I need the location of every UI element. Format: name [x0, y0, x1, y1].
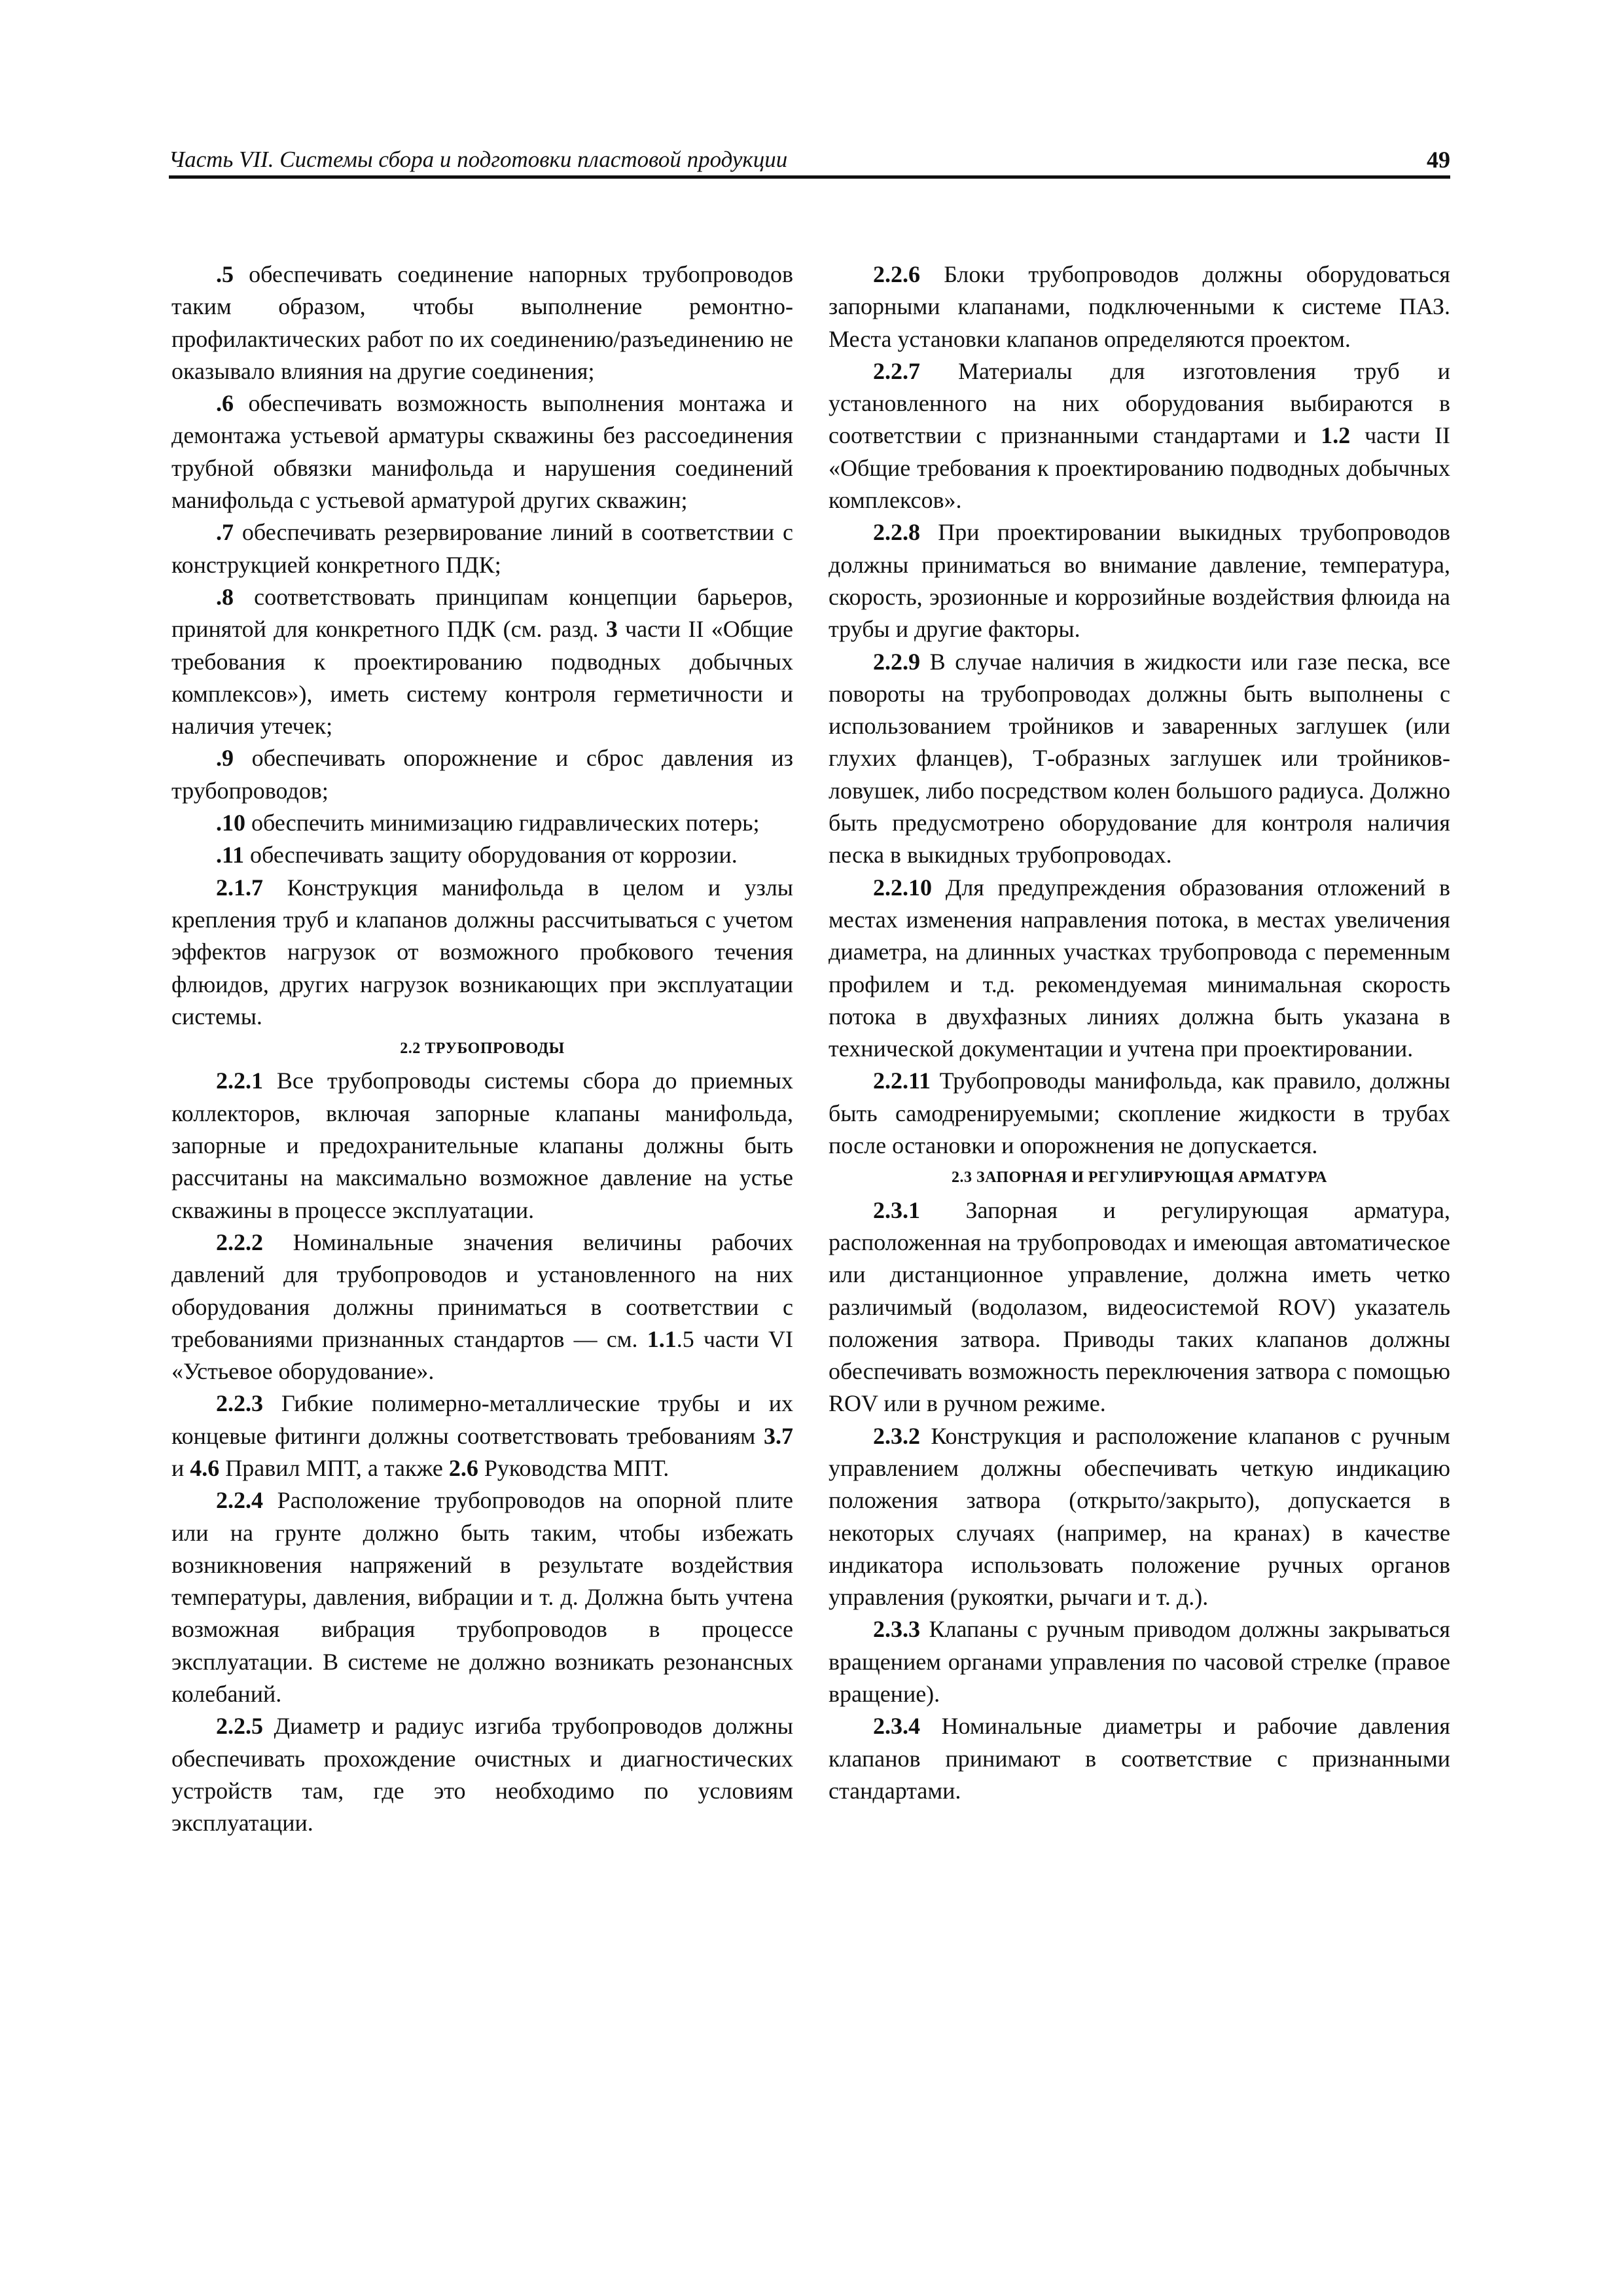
section-heading: 2.2 ТРУБОПРОВОДЫ	[400, 1040, 565, 1058]
item-number: 2.2.4	[216, 1487, 263, 1514]
paragraph: .10 обеспечить минимизацию гидравлических потерь;	[216, 810, 760, 836]
item-number: 2.2.11	[873, 1067, 931, 1094]
paragraph: .6 обеспечивать возможность выполнения монтажа и демонтажа устьевой арматуры скважины без рассоединения трубной обвязки манифольда и нарушения соединений манифольда с устьевой арматурой других скважин;	[171, 390, 793, 514]
item-number: 2.2.9	[873, 648, 920, 675]
item-number: 2.2.10	[873, 874, 932, 901]
item-number: .9	[216, 745, 234, 772]
item-number: 2.3.3	[873, 1616, 920, 1643]
paragraph: 2.2.5 Диаметр и радиус изгиба трубопроводов должны обеспечивать прохождение очистных и диагностических устройств там, где это необходимо по условиям эксплуатации.	[171, 1713, 793, 1837]
paragraph: 2.2.1 Все трубопроводы системы сбора до приемных коллекторов, включая запорные клапаны манифольда, запорные и предохранительные клапаны должны быть рассчитаны на максимально возможное давление на устье скважины в процессе эксплуатации.	[171, 1067, 793, 1223]
page-number: 49	[1427, 147, 1450, 173]
paragraph: 2.2.2 Номинальные значения величины рабочих давлений для трубопроводов и установленного на них оборудования должны приниматься в соответствии с требованиями признанных стандартов — см. 1.1.5 части VI «Устьевое оборудование».	[171, 1229, 793, 1385]
paragraph: .11 обеспечивать защиту оборудования от коррозии.	[216, 842, 738, 869]
item-number: .6	[216, 390, 234, 417]
item-number: 2.2.2	[216, 1229, 263, 1255]
left-column	[171, 259, 793, 1840]
paragraph: 2.2.7 Материалы для изготовления труб и установленного на них оборудования выбираются в соответствии с признанными стандартами и 1.2 части II «Общие требования к проектированию подводных добычных комплексов».	[829, 357, 1450, 514]
section-ref: 3	[605, 616, 618, 643]
item-number: .7	[216, 519, 234, 546]
paragraph: 2.2.11 Трубопроводы манифольда, как правило, должны быть самодренируемыми; скопление жидкости в трубах после остановки и опорожнения не допускается.	[829, 1067, 1450, 1159]
section-ref: 4.6	[190, 1454, 220, 1481]
header-rule	[169, 175, 1450, 179]
running-title: Часть VII. Системы сбора и подготовки пластовой продукции	[169, 147, 788, 172]
paragraph: 2.2.4 Расположение трубопроводов на опорной плите или на грунте должно быть таким, чтобы избежать возникновения напряжений в результате воздействия температуры, давления, вибрации и т. д. Должна быть учтена возможная вибрация трубопроводов в процессе эксплуатации. В системе не должно возникать резонансных колебаний.	[171, 1487, 793, 1708]
paragraph: 2.2.9 В случае наличия в жидкости или газе песка, все повороты на трубопроводах должны быть выполнены с использованием тройников и заваренных заглушек (или глухих фланцев), Т-образных заглушек или тройников-ловушек, либо посредством колен большого радиуса. Должно быть предусмотрено оборудование для контроля наличия песка в выкидных трубопроводах.	[829, 648, 1450, 869]
paragraph: .5 обеспечивать соединение напорных трубопроводов таким образом, чтобы выполнение ремонтно-профилактических работ по их соединению/разъединению не оказывало влияния на другие соединения;	[171, 261, 793, 384]
item-number: 2.3.2	[873, 1422, 920, 1449]
item-number: 2.2.8	[873, 519, 920, 546]
item-number: .8	[216, 583, 234, 610]
item-number: 2.3.1	[873, 1196, 920, 1223]
paragraph: 2.2.10 Для предупреждения образования отложений в местах изменения направления потока, в местах увеличения диаметра, на длинных участках трубопровода с переменным профилем и т.д. рекомендуемая минимальная скорость потока в двухфазных линиях должна быть указана в технической документации и учтена при проектировании.	[829, 874, 1450, 1062]
item-number: .11	[216, 842, 245, 869]
paragraph: 2.3.1 Запорная и регулирующая арматура, расположенная на трубопроводах и имеющая автоматическое или дистанционное управление, должна иметь четко различимый (водолазом, видеосистемой ROV) указатель положения затвора. Приводы таких клапанов должны обеспечивать возможность переключения затвора с помощью ROV или в ручном режиме.	[829, 1196, 1450, 1417]
item-number: 2.1.7	[216, 874, 263, 901]
paragraph: 2.2.3 Гибкие полимерно-металлические трубы и их концевые фитинги должны соответствовать требованиям 3.7 и 4.6 Правил МПТ, а также 2.6 Руководства МПТ.	[171, 1390, 793, 1481]
item-number: 2.2.5	[216, 1713, 263, 1740]
paragraph: .8 соответствовать принципам концепции барьеров, принятой для конкретного ПДК (см. разд. 3 части II «Общие требования к проектированию подводных добычных комплексов»), иметь систему контроля герметичности и наличия утечек;	[171, 583, 793, 740]
section-heading: 2.3 ЗАПОРНАЯ И РЕГУЛИРУЮЩАЯ АРМАТУРА	[951, 1169, 1327, 1187]
paragraph: 2.3.2 Конструкция и расположение клапанов с ручным управлением должны обеспечивать четкую индикацию положения затвора (открыто/закрыто), допускается в некоторых случаях (например, на кранах) в качестве индикатора использовать положение ручных органов управления (рукоятки, рычаги и т. д.).	[829, 1422, 1450, 1611]
item-number: 2.2.1	[216, 1067, 263, 1094]
section-ref: 1.1	[647, 1325, 677, 1352]
paragraph: .9 обеспечивать опорожнение и сброс давления из трубопроводов;	[171, 745, 793, 804]
item-number: 2.2.3	[216, 1390, 263, 1417]
section-ref: 2.6	[448, 1454, 478, 1481]
item-number: 2.2.7	[873, 357, 920, 384]
section-ref: 1.2	[1321, 422, 1351, 449]
paragraph: 2.2.8 При проектировании выкидных трубопроводов должны приниматься во внимание давление, температура, скорость, эрозионные и коррозийные воздействия флюида на трубы и другие факторы.	[829, 519, 1450, 643]
paragraph: 2.1.7 Конструкция манифольда в целом и узлы крепления труб и клапанов должны рассчитываться с учетом эффектов нагрузок от возможного пробкового течения флюидов, других нагрузок возникающих при эксплуатации системы.	[171, 874, 793, 1030]
right-column	[829, 259, 1450, 1807]
section-ref: 3.7	[764, 1422, 793, 1449]
paragraph: 2.3.4 Номинальные диаметры и рабочие давления клапанов принимают в соответствие с признанными стандартами.	[829, 1713, 1450, 1804]
paragraph: .7 обеспечивать резервирование линий в соответствии с конструкцией конкретного ПДК;	[171, 519, 793, 578]
item-number: 2.2.6	[873, 261, 920, 287]
item-number: 2.3.4	[873, 1713, 920, 1740]
paragraph: 2.2.6 Блоки трубопроводов должны оборудоваться запорными клапанами, подключенными к системе ПАЗ. Места установки клапанов определяются проектом.	[829, 261, 1450, 352]
item-number: .5	[216, 261, 234, 287]
paragraph: 2.3.3 Клапаны с ручным приводом должны закрываться вращением органами управления по часовой стрелке (правое вращение).	[829, 1616, 1450, 1708]
item-number: .10	[216, 810, 245, 836]
